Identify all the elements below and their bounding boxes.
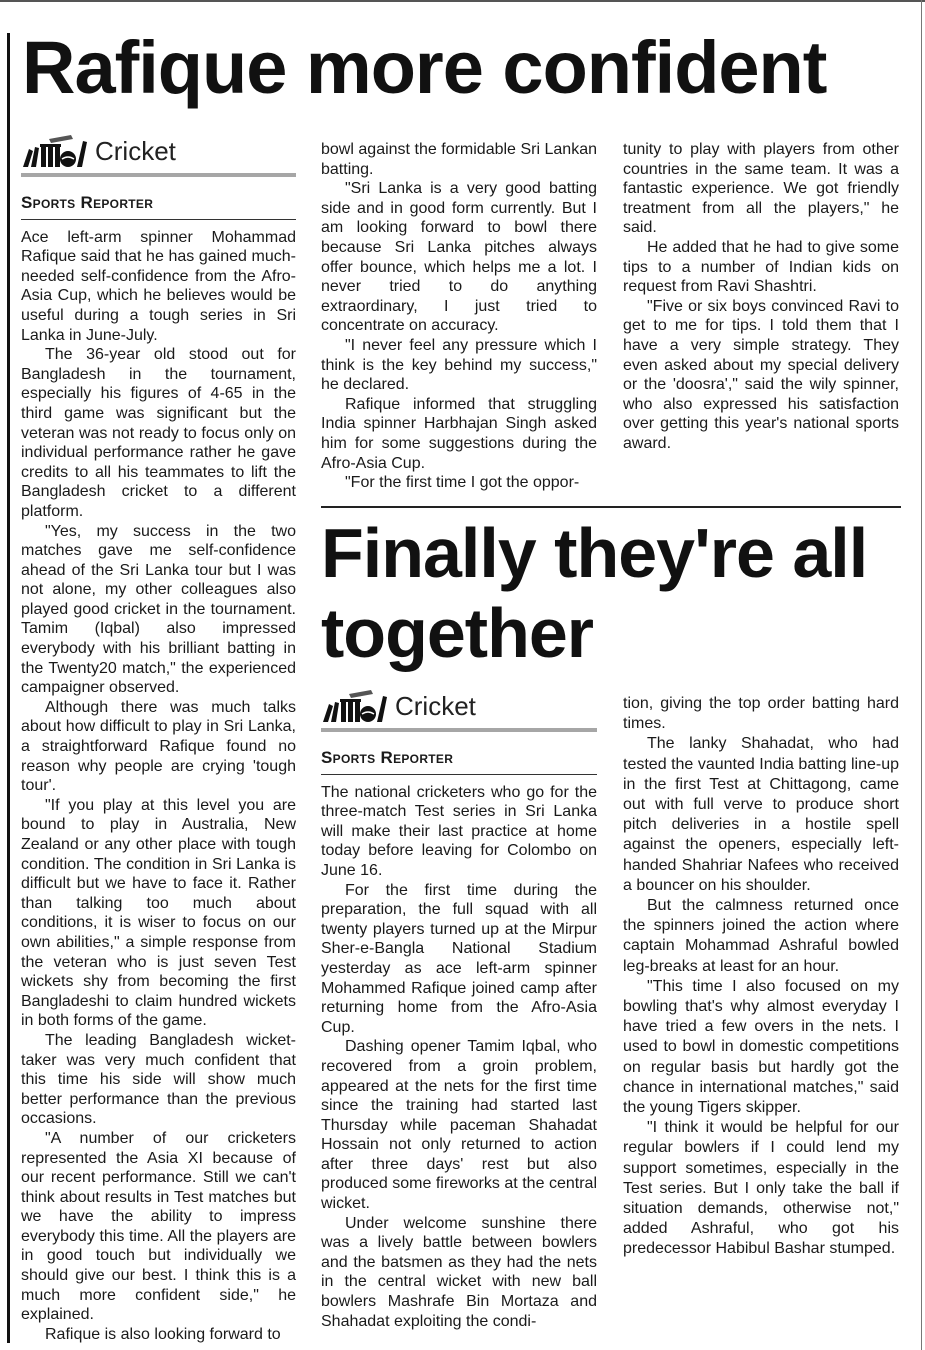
paragraph: Ace left-arm spinner Mohammad Rafique said that he has gained much-needed self-confidence from the Afro-Asia Cup, which he believes would be useful during a tough series in Sri Lanka in June-July. <box>21 228 296 344</box>
paragraph: Although there was much talks about how difficult to play in Sri Lanka, a straightforward Rafique found no reason why people are crying 'tough tour'. <box>21 698 296 795</box>
headline-together: Finally they're all together <box>321 514 868 672</box>
cricket-icon <box>321 690 389 724</box>
byline-rule <box>321 774 597 775</box>
byline-rule <box>21 219 296 220</box>
story1-column-3 <box>623 140 899 454</box>
paragraph: "Sri Lanka is a very good batting side and in good form currently. But I am looking forward to bowl there because Sri Lanka pitches always offer bounce, which helps me a lot. I never tried to do anything extraordinary, I just tried to concentrate on accuracy. <box>321 180 597 335</box>
section-rule <box>321 728 597 732</box>
paragraph: Rafique informed that struggling India spinner Harbhajan Singh asked him for some suggestions during the Afro-Asia Cup. <box>321 395 597 472</box>
left-column-rule <box>7 33 10 1343</box>
byline: Sports Reporter <box>21 193 154 212</box>
paragraph: "A number of our cricketers represented the Asia XI because of our recent performance. Still we can't think about results in Test matches but we have the ability to impress everybody this time. All the players are in good touch but individually we should give our best. I think this is a much more confident side," he explained. <box>21 1129 296 1324</box>
cricket-section-logo <box>21 135 296 169</box>
byline: Sports Reporter <box>321 748 454 767</box>
paragraph: "I never feel any pressure which I think is the key behind my success," he declared. <box>321 336 597 394</box>
paragraph: tion, giving the top order batting hard times. <box>623 695 899 733</box>
section-label: Cricket <box>95 136 176 167</box>
story1-column-1 <box>21 135 296 1344</box>
story1-column-2 <box>321 140 597 493</box>
paragraph: Dashing opener Tamim Iqbal, who recovered from a groin problem, appeared at the nets for the first time since the training had started last Thursday while paceman Shahadat Hossain not only returned to action after three days' rest but also produced some fireworks at the central wicket. <box>321 1038 597 1213</box>
paragraph: bowl against the formidable Sri Lankan batting. <box>321 141 597 178</box>
story-separator <box>321 506 901 508</box>
cricket-icon <box>21 135 89 169</box>
paragraph: For the first time during the preparation, the full squad with all twenty players turned up at the Mirpur Sher-e-Bangla National Stadium yesterday as ace left-arm spinner Mohammed Rafique joined camp after returning home from the Afro-Asia Cup. <box>321 881 597 1036</box>
paragraph: But the calmness returned once the spinners joined the action where captain Mohammad Ashraful bowled leg-breaks at least for an hour. <box>623 897 899 975</box>
headline-rafique: Rafique more confident <box>22 26 827 109</box>
right-border <box>921 0 922 1350</box>
story2-column-2 <box>623 694 899 1260</box>
section-rule <box>21 173 296 177</box>
cricket-section-logo <box>321 690 597 724</box>
paragraph: "If you play at this level you are bound to play in Australia, New Zealand or any other place with tough condition. The condition in Sri Lanka is difficult but we have to face it. Rather than talking too much about conditions, it is wiser to focus on our own abilities," a simple response from the veteran who is just seven Test wickets shy from becoming the first Bangladeshi to claim hundred wickets in both forms of the game. <box>21 796 296 1030</box>
paragraph: Rafique is also looking forward to <box>45 1325 281 1343</box>
story2-column-1 <box>321 690 597 1331</box>
top-border <box>0 0 925 2</box>
paragraph: "This time I also focused on my bowling that's why almost everyday I have tried a few overs in the nets. I used to bowl in domestic competitions on regular basis but hardly got the chance in international matches," said the young Tigers skipper. <box>623 977 899 1117</box>
paragraph: The national cricketers who go for the three-match Test series in Sri Lanka will make their last practice at home today before leaving for Colombo on June 16. <box>321 783 597 879</box>
paragraph: The leading Bangladesh wicket-taker was very much confident that this time his side will show much better performance than the previous occasions. <box>21 1031 296 1128</box>
paragraph: He added that he had to give some tips to a number of Indian kids on request from Ravi Shashtri. <box>623 238 899 296</box>
paragraph: The lanky Shahadat, who had tested the vaunted India batting line-up in the first Test at Chittagong, came out with full verve to produce short pitch deliveries in a hostile spell against the openers, especially left-handed Shahriar Nafees who received a bouncer on his shoulder. <box>623 735 899 894</box>
section-label: Cricket <box>395 691 476 722</box>
paragraph: "I think it would be helpful for our regular bowlers if I could lend my support sometimes, especially in the Test series. But I only take the ball if situation demands, otherwise not," added Ashraful, who got his predecessor Habibul Bashar stumped. <box>623 1119 899 1258</box>
paragraph: The 36-year old stood out for Bangladesh in the tournament, especially his figures of 4-65 in the third game was significant but the veteran was not ready to focus only on individual performance rather he gave credits to all his teammates to lift the Bangladesh cricket to a different platform. <box>21 346 296 520</box>
paragraph: "For the first time I got the oppor- <box>345 474 580 492</box>
paragraph: Under welcome sunshine there was a lively battle between bowlers and the batsmen as they had the nets in the central wicket with new ball bowlers Mashrafe Bin Mortaza and Shahadat exploiting the condi- <box>321 1214 597 1330</box>
paragraph: "Yes, my success in the two matches gave me self-confidence ahead of the Sri Lanka tour but I was not alone, my other colleagues also played good cricket in the tournament. Tamim (Iqbal) also impressed everybody with his brilliant batting in the Twenty20 match," the experienced campaigner observed. <box>21 522 296 697</box>
paragraph: "Five or six boys convinced Ravi to get to me for tips. I told them that I have a very simple strategy. They even asked about my special delivery or the 'doosra'," said the wily spinner, who also expressed his satisfaction over getting this year's national sports award. <box>623 297 899 452</box>
paragraph: tunity to play with players from other countries in the same team. It was a fantastic experience. We got friendly treatment from all the players," he said. <box>623 141 899 237</box>
